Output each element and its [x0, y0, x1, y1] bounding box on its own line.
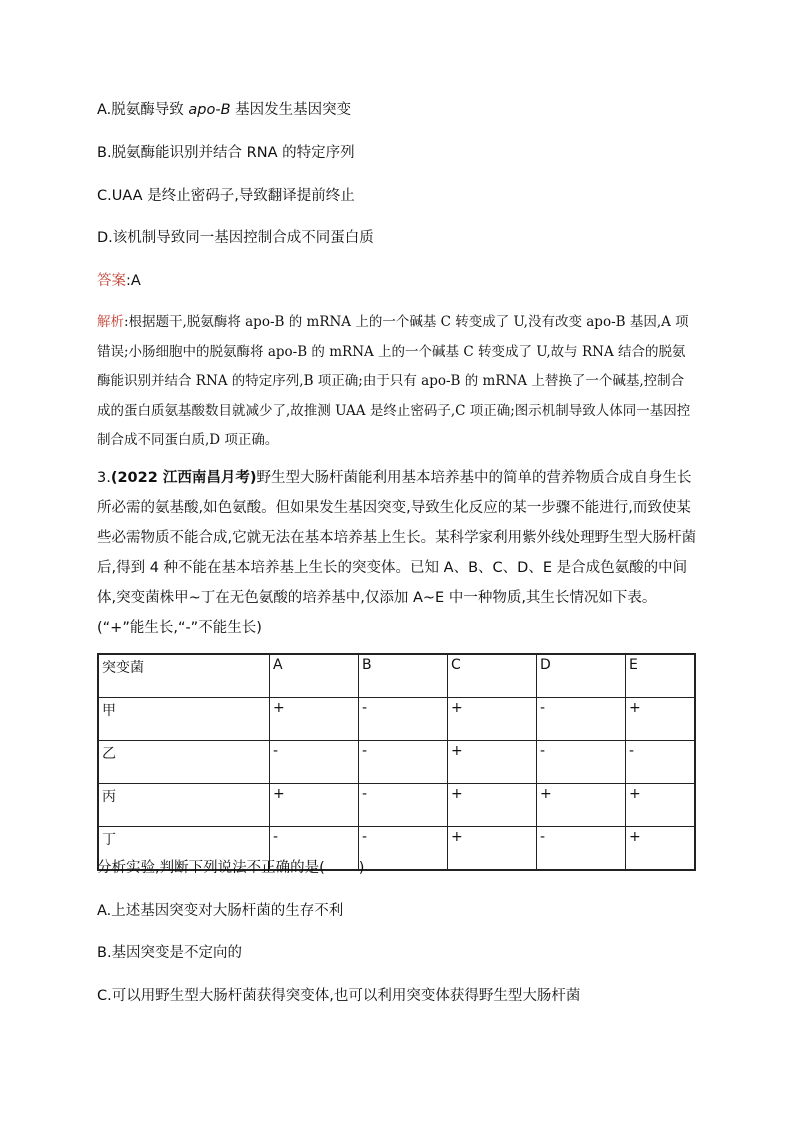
table-row — [98, 784, 695, 827]
option-letter: D. — [97, 230, 113, 246]
table-header-cell: C — [448, 654, 537, 698]
analysis-label: 解析 — [97, 314, 124, 330]
option-text: 脱氨酶导致 — [111, 102, 189, 118]
table-cell: + — [270, 784, 359, 827]
table-header-row — [98, 654, 695, 698]
growth-table — [97, 653, 696, 871]
table-cell: - — [537, 827, 626, 871]
option-letter: C. — [97, 988, 112, 1004]
table-header-cell: B — [359, 654, 448, 698]
option-text: 该机制导致同一基因控制合成不同蛋白质 — [112, 230, 374, 246]
answer-line — [97, 271, 141, 291]
option-text-post: 基因发生基因突变 — [230, 102, 352, 118]
question-prompt — [97, 858, 364, 878]
answer-value: :A — [126, 273, 141, 289]
table-header-cell: D — [537, 654, 626, 698]
option-c-prev — [97, 186, 355, 206]
table-cell: 丁 — [98, 827, 270, 871]
table-header-cell: E — [626, 654, 696, 698]
prompt-text: 分析实验,判断下列说法不正确的是( — [97, 860, 325, 876]
answer-label: 答案 — [97, 273, 126, 289]
table-cell: - — [359, 784, 448, 827]
table-cell: - — [270, 741, 359, 784]
table-cell: - — [359, 827, 448, 871]
option-text: 脱氨酶能识别并结合 RNA 的特定序列 — [111, 145, 355, 161]
option-c — [97, 986, 580, 1006]
table-cell: + — [626, 784, 696, 827]
table-cell: + — [448, 698, 537, 741]
question-text: 野生型大肠杆菌能利用基本培养基中的简单的营养物质合成自身生长所必需的氨基酸,如色氨酸。但如果发生基因突变,导致生化反应的某一步骤不能进行,而致使某些必需物质不能合成,它就无法在基本培养基上生长。某科学家利用紫外线处理野生型大肠杆菌后,得到 4 种不能在基本培养基上生长的突变体。已知 A、B、C、D、E 是合成色氨酸的中间体,突变菌株甲~丁在无色氨酸的培养基中,仅添加 A~E 中一种物质,其生长情况如下表。(“+”能生长,“-”不能生长) — [97, 470, 697, 636]
table-cell: - — [537, 741, 626, 784]
table-cell: + — [448, 741, 537, 784]
question-3-stem — [97, 463, 699, 643]
table-cell: + — [270, 698, 359, 741]
option-text: 上述基因突变对大肠杆菌的生存不利 — [111, 903, 344, 919]
option-letter: A. — [97, 102, 112, 118]
table-row — [98, 698, 695, 741]
option-letter: A. — [97, 903, 112, 919]
table-cell: + — [626, 698, 696, 741]
option-a-prev — [97, 100, 351, 120]
option-b — [97, 943, 242, 963]
table-cell: - — [359, 741, 448, 784]
option-text: 基因突变是不定向的 — [111, 945, 243, 961]
prompt-close: ) — [358, 860, 365, 876]
table-row — [98, 741, 695, 784]
gene-name: apo-B — [188, 102, 231, 118]
option-letter: B. — [97, 945, 112, 961]
analysis-text: :根据题干,脱氨酶将 apo-B 的 mRNA 上的一个碱基 C 转变成了 U,没有改变 apo-B 基因,A 项错误;小肠细胞中的脱氨酶将 apo-B 的 mRNA 上的一个碱基 C 转变成了 U,故与 RNA 结合的脱氨酶能识别并结合 RNA 的特定序列,B 项正确;由于只有 apo-B 的 mRNA 上替换了一个碱基,控制合成的蛋白质氨基酸数目就减少了,故推测 UAA 是终止密码子,C 项正确;图示机制导致人体同一基因控制合成不同蛋白质,D 项正确。 — [97, 314, 691, 448]
table-cell: - — [270, 827, 359, 871]
analysis-paragraph — [97, 308, 697, 456]
table-header-cell: 突变菌 — [98, 654, 270, 698]
table-header-cell: A — [270, 654, 359, 698]
question-source: (2022 江西南昌月考) — [110, 470, 257, 486]
table-cell: + — [626, 827, 696, 871]
table-cell: 甲 — [98, 698, 270, 741]
question-number: 3. — [97, 470, 111, 486]
option-text: UAA 是终止密码子,导致翻译提前终止 — [111, 188, 355, 204]
table-cell: - — [359, 698, 448, 741]
option-letter: B. — [97, 145, 112, 161]
option-d-prev — [97, 228, 374, 248]
table-cell: - — [626, 741, 696, 784]
table-cell: + — [448, 784, 537, 827]
option-a — [97, 901, 343, 921]
table-cell: 丙 — [98, 784, 270, 827]
table-cell: + — [448, 827, 537, 871]
table-cell: - — [537, 698, 626, 741]
option-text: 可以用野生型大肠杆菌获得突变体,也可以利用突变体获得野生型大肠杆菌 — [111, 988, 581, 1004]
option-letter: C. — [97, 188, 112, 204]
table-cell: + — [537, 784, 626, 827]
table-cell: 乙 — [98, 741, 270, 784]
option-b-prev — [97, 143, 355, 163]
